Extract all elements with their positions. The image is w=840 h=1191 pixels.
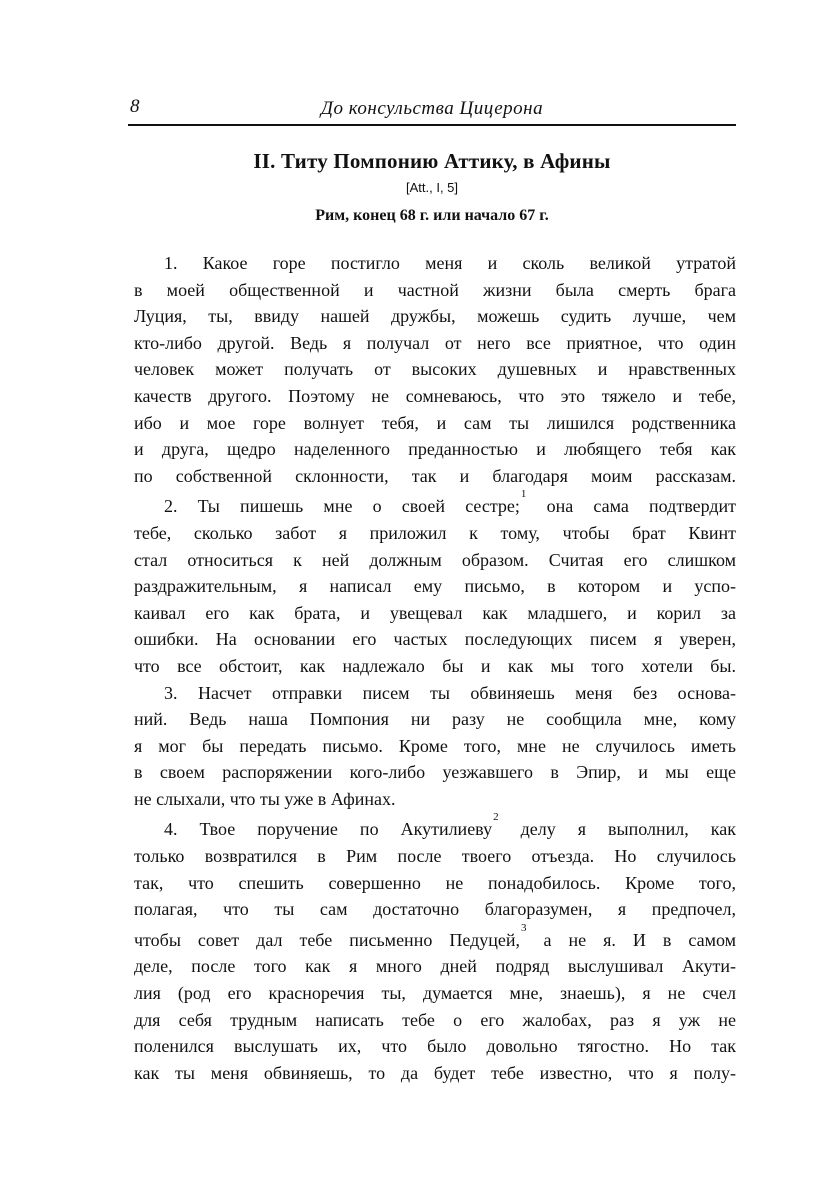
paragraph-1-line: ибо и мое горе волнует тебя, и сам ты лишился родственника bbox=[134, 412, 736, 433]
paragraph-1-line: 1. Какое горе постигло меня и сколь великой утратой bbox=[164, 253, 736, 273]
paragraph-1-line: кто-либо другой. Ведь я получал от него все приятное, что один bbox=[134, 332, 736, 353]
paragraph-4-line: как ты меня обвиняешь, то да будет тебе известно, что я полу- bbox=[134, 1062, 736, 1083]
running-title: До консульства Цицерона bbox=[320, 98, 544, 119]
letter-reference: [Att., I, 5] bbox=[405, 180, 459, 195]
paragraph-4-line: деле, после того как я много дней подряд выслушивал Акути- bbox=[134, 956, 736, 977]
paragraph-4-line: чтобы совет дал тебе письменно Педуцей,$^3$ а не я. И в самом bbox=[134, 921, 737, 950]
paragraph-2-line: стал относиться к ней должным образом. Считая его слишком bbox=[134, 549, 736, 570]
paragraph-2-line: что все обстоит, как надлежало бы и как мы того хотели бы. bbox=[134, 655, 736, 676]
running-header bbox=[128, 92, 736, 126]
paragraph-4-line: лия (род его красноречия ты, думается мне, знаешь), я не счел bbox=[134, 983, 736, 1004]
footnote-marker: 1 bbox=[520, 488, 527, 501]
paragraph-3-line: не слыхали, что ты уже в Афинах. bbox=[134, 788, 396, 809]
paragraph-3-line: 3. Насчет отправки писем ты обвиняешь меня без основа- bbox=[164, 682, 736, 703]
paragraph-4-line: для себя трудным написать тебе о его жалобах, раз я уж не bbox=[134, 1009, 736, 1030]
paragraph-1-line: по собственной склонности, так и благодаря моим рассказам. bbox=[134, 465, 736, 486]
footnote-marker: 3 bbox=[521, 921, 527, 934]
paragraph-1-line: в моей общественной и частной жизни была смерть брага bbox=[134, 279, 736, 300]
paragraph-4-line: 4. Твое поручение по Акутилиеву$^2$ делу я выполнил, как bbox=[164, 811, 736, 840]
paragraph-4-line: так, что спешить совершенно не понадобилось. Кроме того, bbox=[134, 872, 736, 893]
paragraph-1-line: Луция, ты, ввиду нашей дружбы, можешь судить лучше, чем bbox=[134, 306, 736, 327]
paragraph-4-line: поленился выслушать их, что было довольно тягостно. Но так bbox=[134, 1036, 736, 1057]
paragraph-2-line: тебе, сколько забот я приложил к тому, чтобы брат Квинт bbox=[134, 522, 736, 543]
paragraph-1-line: человек может получать от высоких душевных и нравственных bbox=[134, 359, 736, 380]
letter-body bbox=[134, 250, 736, 1086]
footnote-marker: 2 bbox=[493, 811, 499, 824]
paragraph-4-line: только возвратился в Рим после твоего отъезда. Но случилось bbox=[134, 846, 736, 867]
paragraph-2-line: раздражительным, я написал ему письмо, в котором и успо- bbox=[134, 576, 736, 597]
paragraph-1-line: и друга, щедро наделенного преданностью и любящего тебя как bbox=[134, 439, 736, 460]
paragraph-2-line: каивал его как брата, и увещевал как младшего, и корил за bbox=[134, 602, 736, 623]
paragraph-2-line: ошибки. На основании его частых последующих писем я уверен, bbox=[134, 629, 736, 650]
paragraph-3-line: в своем распоряжении кого-либо уезжавшего в Эпир, и мы еще bbox=[134, 762, 736, 783]
paragraph-3-line: ний. Ведь наша Помпония ни разу не сообщила мне, кому bbox=[134, 709, 736, 730]
page-number: 8 bbox=[130, 96, 140, 117]
letter-title: II. Титу Помпонию Аттику, в Афины bbox=[253, 149, 611, 173]
paragraph-4-line: полагая, что ты сам достаточно благоразумен, я предпочел, bbox=[134, 899, 736, 920]
paragraph-2-line: 2. Ты пишешь мне о своей сестре;$^1$ она сама подтвердит bbox=[164, 488, 736, 517]
letter-dateline: Рим, конец 68 г. или начало 67 г. bbox=[315, 207, 549, 224]
paragraph-3-line: я мог бы передать письмо. Кроме того, мне не случилось иметь bbox=[134, 735, 736, 756]
paragraph-1-line: качеств другого. Поэтому не сомневаюсь, что это тяжело и тебе, bbox=[134, 385, 736, 406]
